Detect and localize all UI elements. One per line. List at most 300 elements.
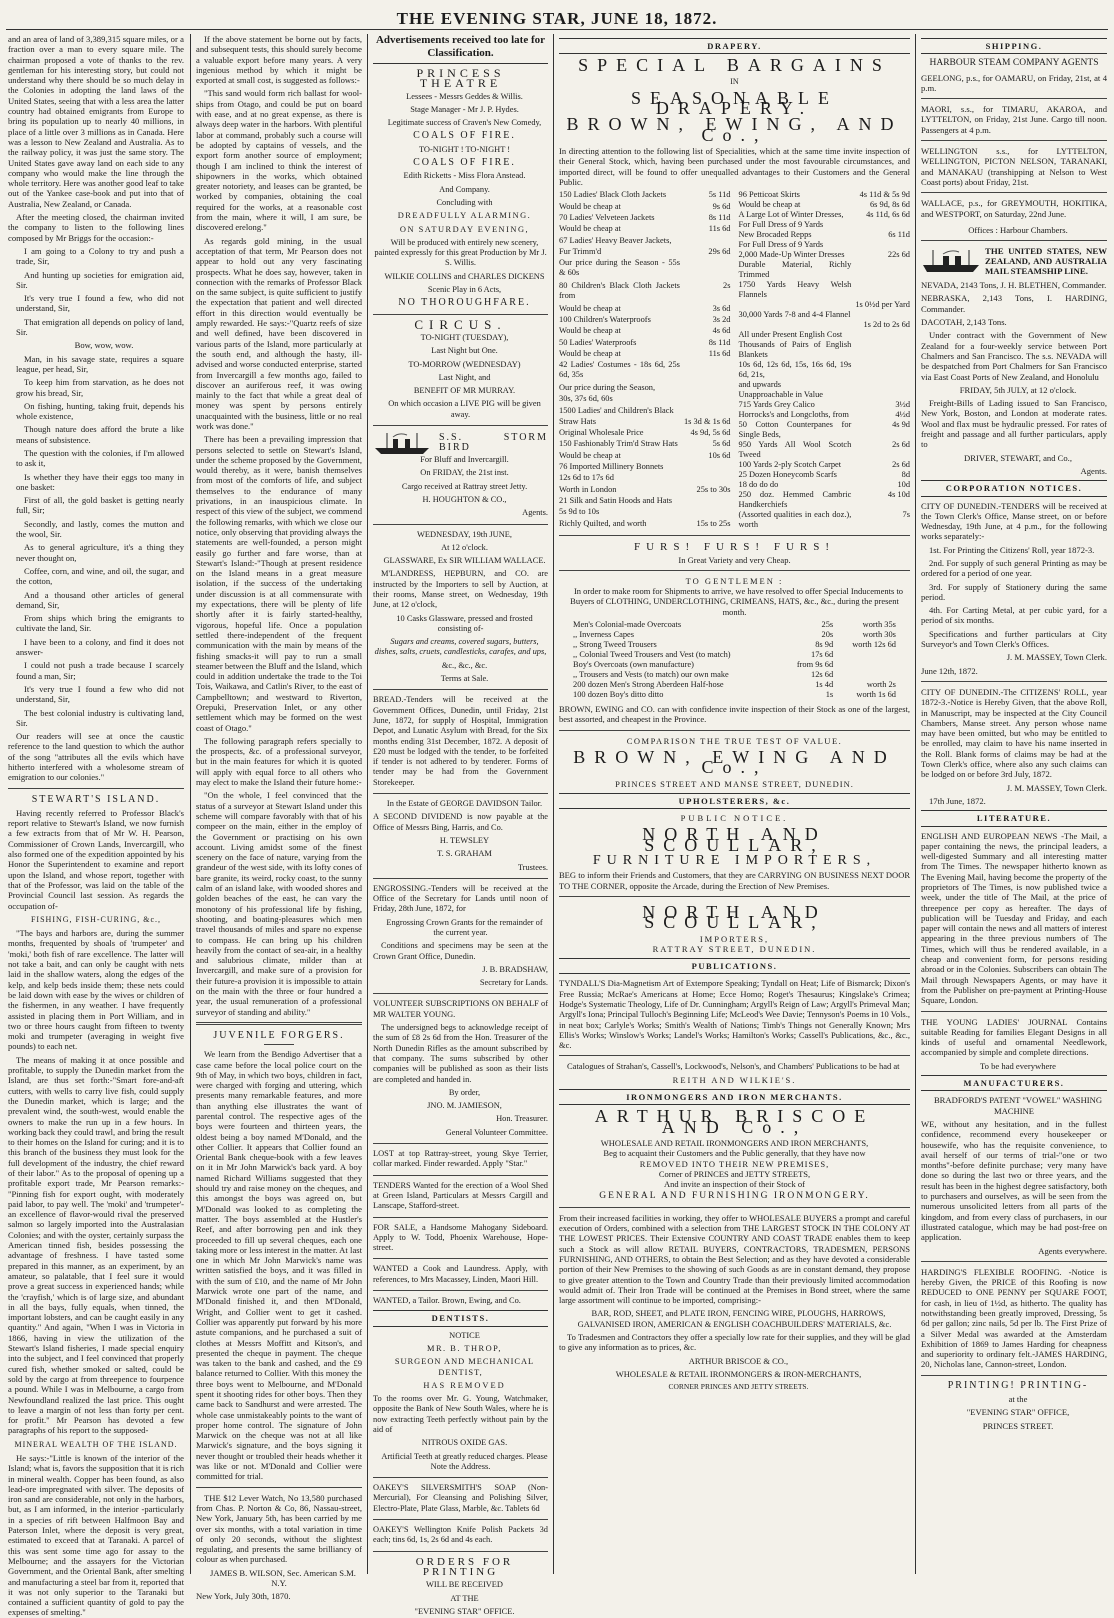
printing-heading: PRINTING! PRINTING- bbox=[947, 1379, 1089, 1391]
ad-line: WILL BE RECEIVED bbox=[426, 1580, 503, 1590]
agents-label: Agents. bbox=[1080, 465, 1107, 476]
price-row bbox=[559, 406, 731, 417]
bradford-text: WE, without any hesitation, and in the fullest confidence, recommend every housekeeper or housewife, who has the requisite convenience, to avail herself of our terms of trial-"one or two months"-before definite purchase; very many have done so during the last two or three years, and the result has been in the highest degree satisfactory, both to purchasers and ourselves, as will be seen from the numerous unsolicited letters from all parts of the kingdom, and from every class of purchasers, in our illustrated catalogue, which may be had post-free on application. bbox=[921, 1118, 1107, 1243]
ad-line: General Volunteer Committee. bbox=[445, 1127, 548, 1137]
price-row bbox=[559, 213, 731, 224]
steamer-entry: NEVADA, 2143 Tons, J. H. BLETHEN, Commander. bbox=[921, 280, 1107, 291]
item-description: ,, Strong Tweed Trousers bbox=[573, 640, 657, 650]
item-description: 950 Yards All Wool Scotch Tweed bbox=[738, 440, 852, 460]
briscoe-trade: To Tradesmen and Contractors they offer a specially low rate for their supplies, and they will be glad to give any information as to prices, &c. bbox=[559, 1332, 910, 1353]
price-row bbox=[739, 190, 911, 200]
section-header-manufacturers: MANUFACTURERS. bbox=[921, 1075, 1107, 1091]
article-paragraph: We learn from the Bendigo Advertiser that a case came before the local police court on the 9th of May, in which two boys, children in fact, were charged with forging and uttering, which presents many remarkable features, and more than anything else illustrates the want of parental control. The respective ages of the boys were fourteen and thirteen years, the oldest being a boy named M'Donald, and the other Collier. It appears that Collier found an Oriental Bank cheque-book with a few leaves on it in Mr John Marwick's back yard. A boy named Richard Williams suggested that they should try and raise money on the cheques, and this amongst the boys was agreed on, but M'Donald was looked to as completing the matter. The boys assembled at the Hustler's Reef, and after borrowing pen and ink they proceeded to fill up several cheques, each one taking more or less interest in the matter. At last one in which Mr John Marwick's name was written satisfied the boys, and it was filled in with the sum of £10, and the name of Mr John Marwick wrote one part of the name, and M'Donald finished it, and then M'Donald, Wright, and Collier went to get it cashed. Collier was apparently put forward by his more astute companions, and he purchased a suit of clothes at Messrs Moffitt and Kitson's, and presented the cheque in payment. The cheque was taken to the bank and cashed, and the £9 balance returned to Collier. With this money the three boys went to Melbourne, and M'Donald spent it shooting rides for other boys. Then they came back to Sandhurst and were arrested. The whole case unmistakeably points to the want of proper home control. The signature of John Marwick on the cheque was not at all like Marwick's signature, and the boys signing it never thought or troubled their heads whether it was like or not. M'Donald and Collier were committed for trial. bbox=[196, 1049, 362, 1482]
item-price: 1s 3d & 1s 6d bbox=[683, 416, 731, 426]
price-row bbox=[559, 417, 731, 428]
ad-line: NOTICE bbox=[449, 1330, 480, 1340]
public-notice-heading: PUBLIC NOTICE. bbox=[680, 813, 789, 824]
ad-line: Engrossing Crown Grants for the remainder of the current year. bbox=[386, 917, 543, 937]
agent-name: DRIVER, STEWART, and Co., bbox=[964, 452, 1072, 463]
us-mail-line-header bbox=[921, 246, 1107, 276]
item-price: 11s 6d bbox=[708, 348, 731, 358]
section-header-ironmongers: IRONMONGERS AND IRON MERCHANTS. bbox=[559, 1089, 910, 1105]
special-bargains-heading: SPECIAL BARGAINS bbox=[578, 55, 891, 76]
item-price: 8s 11d bbox=[708, 337, 731, 347]
classified-ad: WANTED a Cook and Laundress. Apply, with references, to Mrs Macassey, Linden, Maori Hill. bbox=[373, 1264, 548, 1284]
furs-heading: FURS! FURS! FURS! bbox=[633, 541, 836, 554]
ship-notice: WALLACE, p.s., for GREYMOUTH, HOKITIKA, and WESTPORT, on Saturday, 22nd June. bbox=[921, 198, 1107, 219]
ad-line: VOLUNTEER SUBSCRIPTIONS ON BEHALF of MR WALTER YOUNG. bbox=[373, 999, 548, 1019]
price-row bbox=[739, 300, 911, 310]
item-description: New Brocaded Repps bbox=[738, 230, 812, 240]
rattray-address: RATTRAY STREET, DUNEDIN. bbox=[652, 943, 817, 954]
item-description: Our price during the Season, bbox=[559, 382, 656, 392]
article-title: JUVENILE FORGERS. bbox=[213, 1029, 345, 1041]
tender-item: Specifications and further particulars at City Surveyor's and Town Clerk's Offices. bbox=[921, 628, 1107, 650]
article-paragraph: "On the whole, I feel convinced that the status of a surveyor at Stewart Island under this scheme will compare favorably with that of his compeer on the main, either in the employ of the Government or practising on his own account. Living amidst some of the finest scenery on the face of nature, varying from the grandeur of the west side, with its lofty cones of bare granite, its weird, rocky coast, to the sunny calm of an island lake, with wooded shores and golden beaches of the east, he can vary the monotony of his professional life by fishing, shooting, and boating-pleasures which men travel thousands of miles and spare no expense to compass. He can bring up his children heavily from the contact of sea-air, in a healthy and salubrious climate, milder than at Invercargill, and make sure of a provision for their future-a provision it is impossible to attain on the main with the three or four hundred a year, the usual remuneration of a professional surveyor of standing and ability." bbox=[196, 790, 362, 1017]
price-row bbox=[559, 507, 731, 518]
item-price: 1s 2d to 2s 6d bbox=[863, 320, 910, 330]
price-row bbox=[559, 462, 731, 473]
soap-ad: OAKEY'S SILVERSMITH'S SOAP (Non-Mercurial), For Cleansing and Polishing Silver, Electro-Plate, Plate Glass, Marble, &c. Tablets 6d bbox=[373, 1483, 548, 1513]
item-description: A Large Lot of Winter Dresses, bbox=[738, 210, 844, 220]
article-title: STEWART'S ISLAND. bbox=[31, 793, 161, 805]
item-description: and upwards bbox=[738, 380, 782, 390]
item-description: 250 doz. Hemmed Cambric Handkerchiefs bbox=[738, 490, 852, 510]
item-price: 11s 6d bbox=[708, 224, 731, 234]
item-description: Would be cheap at bbox=[559, 201, 621, 211]
brown-ewing-heading: BROWN, EWING, AND Co., bbox=[566, 114, 903, 145]
ad-line: AT THE bbox=[450, 1593, 479, 1603]
price-list-right bbox=[739, 190, 911, 530]
tender-item: 4th. For Carting Metal, at per cubic yard, for a period of six months. bbox=[921, 605, 1107, 626]
price-row bbox=[739, 420, 911, 440]
item-description: 70 Ladies' Velveteen Jackets bbox=[559, 212, 655, 222]
price-row bbox=[739, 510, 911, 530]
item-description: 100 Children's Waterproofs bbox=[559, 314, 651, 324]
verse-line: From ships which bring the emigrants to cultivate the land, Sir. bbox=[16, 613, 184, 634]
item-price: 3s 6d bbox=[712, 303, 731, 313]
item-description: All under Present English Cost bbox=[738, 330, 843, 340]
article-paragraph: He says:-"Little is known of the interior of the Island; what is, favors the supposition that it is rich in mineral wealth. Copper has been found, as also lead-ore impregnated with silver. The deposits of iron sand are considerable, not only in the harbors, but, as I am informed, in the interior -particularly in a species of rift between Halfmoon Bay and Paterson Inlet, where the deposit is very great, estimated to exceed that at Taranaki. A parcel of this was sent some time ago for assay to the Melbourne; and the assayers for the Victorian Government, and the Oriental Bank, after smelting and manufacturing a steel bar from it, reported that it was not only superior to the Taranaki but contained a sufficient quantity of gold to pay the expenses of smelting." bbox=[8, 1453, 184, 1618]
column-3 bbox=[373, 34, 548, 1616]
citizens-roll-notice: CITY OF DUNEDIN.-The CITIZENS' ROLL, year 1872-3.-Notice is Hereby Given, that the above Roll, in Manuscript, may be inspected at the City Council Chambers, Manse street. Any person whose name may have been omitted, but who may be entitled to be enrolled, may claim to have his name inserted in the Roll. Blank forms of claims may be had at the Town Clerk's office, where also any such claims can be lodged on or before 3rd July, 1872. bbox=[921, 686, 1107, 780]
ad-line: COALS OF FIRE. bbox=[413, 130, 516, 142]
ad-line: Scenic Play in 6 Acts, bbox=[427, 285, 502, 295]
section-header-literature: LITERATURE. bbox=[921, 810, 1107, 826]
price-row bbox=[739, 330, 911, 340]
item-price: 4s 6d bbox=[712, 326, 731, 336]
circus-ad bbox=[373, 316, 548, 420]
glassware-sale-ad bbox=[373, 530, 548, 685]
price-row bbox=[559, 281, 731, 304]
ad-line: Concluding with bbox=[436, 197, 493, 207]
circus-title: CIRCUS. bbox=[414, 316, 507, 332]
column-1 bbox=[8, 34, 184, 1618]
item-description: For Full Dress of 9 Yards bbox=[738, 220, 824, 230]
price-row bbox=[559, 394, 731, 405]
theatre-title: PRINCESS THEATRE bbox=[416, 66, 505, 91]
article-paragraph: "The bays and harbors are, during the summer months, frequented by shoals of 'trumpeter' and 'moki,' both fish of rare excellence. The latter will not take a bait, and can only be caught with nets laid in the shallow waters, along the edges of the kelp, and kelp beds inside them; these nets could be laid down with ease by the wives or children of the fishermen, in any weather. I have frequently assisted in placing them in Port William, and in two or three hours caught from fifteen to twenty moki and trumpeter (averaging in weight five pounds) to each net. bbox=[8, 928, 184, 1052]
brown-ewing-address: PRINCES STREET AND MANSE STREET, DUNEDIN. bbox=[615, 778, 854, 789]
watch-signature: JAMES B. WILSON, Sec. American S.M. N.Y. bbox=[210, 1567, 356, 1589]
briscoe-signature: WHOLESALE & RETAIL IRONMONGERS & IRON-MERCHANTS, bbox=[615, 1368, 862, 1379]
price-row bbox=[573, 680, 896, 690]
printing-orders-ad bbox=[373, 1557, 548, 1617]
item-description: 100 dozen Boy's ditto ditto bbox=[573, 690, 664, 700]
item-description: ,, Inverness Capes bbox=[573, 630, 634, 640]
ad-line: 10 Casks Glassware, pressed and frosted consisting of- bbox=[396, 613, 533, 633]
verse-line: It's very true I found a few who did not understand, Sir, bbox=[16, 683, 184, 705]
item-description: (Assorted qualities in each doz.), worth bbox=[738, 510, 852, 530]
item-description: Richly Quilted, and worth bbox=[559, 518, 647, 528]
price-row bbox=[559, 519, 731, 530]
item-price: 15s to 25s bbox=[696, 518, 731, 528]
price-row bbox=[559, 451, 731, 462]
classified-ad: LOST at top Rattray-street, young Skye Terrier, collar marked. Finder rewarded. Apply "Star." bbox=[373, 1149, 548, 1169]
drapery-intro: In directing attention to the following list of Specialities, which at the same time invite inspection of their General Stock, which, having been purchased under the most favourable circumstances, and imported direct, will be found to offer unequalled advantages to their Customers and the General Public. bbox=[559, 146, 910, 187]
notice-date: June 12th, 1872. bbox=[921, 665, 978, 676]
ad-line: Trustees. bbox=[517, 862, 548, 872]
item-price bbox=[680, 360, 731, 383]
item-price: 2s 6d bbox=[892, 460, 910, 470]
item-description: Would be cheap at bbox=[559, 326, 621, 336]
ad-line: H. TEWSLEY bbox=[439, 835, 490, 845]
volunteer-ad bbox=[373, 999, 548, 1138]
briscoe-stock: GENERAL AND FURNISHING IRONMONGERY. bbox=[599, 1191, 870, 1202]
item-price: 4s 10d bbox=[887, 490, 910, 500]
north-scoullar-heading: NORTH AND SCOULLAR, bbox=[642, 824, 827, 855]
item-price bbox=[851, 260, 910, 280]
briscoe-materials: BAR, ROD, SHEET, and PLATE IRON, FENCING WIRE, PLOUGHS, HARROWS, GALVANISED IRON, AMERICAN & ENGLISH COACHBUILDERS' MATERIALS, &c. bbox=[577, 1308, 892, 1329]
article-paragraph: Our readers will see at once the caustic reference to the land question to which the author of the song "attributes all the evils which have hitherto interfered with a wholesome stream of emigration to our colonies." bbox=[8, 731, 184, 783]
ad-line: WEDNESDAY, 19th JUNE, bbox=[417, 529, 512, 539]
ad-line: T. S. GRAHAM bbox=[437, 849, 492, 859]
theatre-ad bbox=[373, 68, 548, 309]
ad-line: Will be produced with entirely new scenery, painted expressly for this great Production by Mr J. S. Willis. bbox=[374, 237, 547, 268]
knife-polish-ad: OAKEY'S Wellington Knife Polish Packets 3d each; tins 6d, 1s, 2s 6d and 4s each. bbox=[373, 1525, 548, 1545]
offices-line: Offices : Harbour Chambers. bbox=[968, 224, 1068, 235]
item-price bbox=[851, 240, 910, 250]
harding-roofing-ad: HARDING'S FLEXIBLE ROOFING. -Notice is hereby Given, the PRICE of this Roofing is now REDUCED to ONE PENNY per SQUARE FOOT, for cash, in lieu of 1½d, as hitherto. The quality has notwithstanding been greatly improved, Dressing, 5s 6d per gallon; zinc nails, 5d per lb. The First Prize of a Silver Medal was awarded at the Amsterdam Exhibition of 1869 to James Harding for cheapness and superiority to ordinary felt.-JAMES HARDING, 20, Nicholas lane, Cannon-street, London. bbox=[921, 1266, 1107, 1370]
price-row bbox=[559, 315, 731, 326]
ad-line: ORDERS FOR PRINTING bbox=[415, 1555, 514, 1578]
briscoe-line: Corner of PRINCES and JETTY STREETS, bbox=[658, 1168, 811, 1179]
item-description: 50 Cotton Counterpanes for Single Beds, bbox=[738, 420, 852, 440]
verse-line: The question with the colonies, if I'm allowed to ask it, bbox=[16, 447, 184, 469]
north-scoullar-text: BEG to inform their Friends and Customers, that they are CARRYING ON BUSINESS NEXT DOOR TO THE CORNER, opposite the Arcade, during the Erection of New Premises. bbox=[559, 870, 910, 891]
price-row bbox=[559, 304, 731, 315]
verse-line: As to general agriculture, it's a thing they never thought on, bbox=[16, 542, 184, 563]
item-price: worth 30s bbox=[862, 630, 896, 640]
ad-line: H. HOUGHTON & CO., bbox=[422, 494, 507, 504]
ad-line: WILKIE COLLINS and CHARLES DICKENS bbox=[384, 271, 545, 281]
price-row bbox=[559, 202, 731, 213]
verse-line: And hunting up societies for emigration aid, Sir. bbox=[16, 269, 184, 290]
ad-line: TO-MORROW (WEDNESDAY) bbox=[408, 359, 521, 369]
item-description: 200 dozen Men's Strong Aberdeen Half-hose bbox=[573, 680, 724, 690]
price-row bbox=[739, 400, 911, 410]
item-price: 1s 4d bbox=[815, 680, 834, 690]
article-paragraph: The means of making it at once possible and profitable, to supply the Dunedin market from the Island, are thus set forth:-"Smart fore-and-aft cutters, with wells to carry live fish, could supply the Dunedin market, which is large; and the prevalent wind, the south-west, would enable the owners to make the run up in a few hours. In working back they could trawl, and bring the result to their homes on the Island for curing; and it is to this branch of the business they must look for the full development of the industry, the chief reward of their labor." As to the proposal of opening up a profitable export trade, Mr Pearson remarks:-"Pinning fish for export ought, with moderately paid labor, to pay well. The 'moki' and 'trumpeter'-an excellence of flavor-would rival the preserved salmon so largely imported into the Australasian Colonies; and with the oyster, certainly surpass the American tinned fish, besides possessing the advantage of freshness. I have tasted some prepared in this manner, as an experiment, by an amateur, so palatable, that I feel sure it would prove a great success in experienced hands; while the 'crayfish,' which is of large size, and abundant in all the bays, fully equals, when tinned, the important lobsters, and can be caught easily in any quantity." And again, "When I was in Victoria in 1866, having in view the utilization of the Stewart's Island fisheries, I made special enquiry into the subject, and I feel convinced that properly cured fish, whether smoked or salted, could be sold by the cargo at from threepence to fourpence a pound. While I was in Melbourne, a cargo from Newfoundland realized the last price. This ought to leave a margin of not less than forty per cent. for profit." Mr Pearson has devoted a few paragraphs of his report to the supposed- bbox=[8, 1054, 184, 1436]
item-price: 2s 6d bbox=[892, 440, 910, 450]
young-ladies-journal-ad: THE YOUNG LADIES' JOURNAL Contains suitable Reading for families Elegant Designs in all kinds of useful and ornamental Needlework, accompanied by simple and complete directions. bbox=[921, 1016, 1107, 1058]
ad-line: The undersigned begs to acknowledge receipt of the sum of £8 2s 6d from the Hon. Treasurer of the North Dunedin Rifles as the amount subscribed by that company. The sums subscribed by other companies will be published as soon as their lists are completed and handed in. bbox=[373, 1023, 548, 1084]
steamer-entry: NEBRASKA, 2,143 Tons, I. HARDING, Commander. bbox=[921, 293, 1107, 314]
briscoe-line: Beg to acquaint their Customers and the Public generally, that they have now bbox=[603, 1148, 866, 1159]
item-description: Thousands of Pairs of English Blankets bbox=[738, 340, 852, 360]
ad-line: HAS REMOVED bbox=[423, 1380, 506, 1390]
price-row bbox=[739, 380, 911, 390]
price-row bbox=[739, 240, 911, 250]
reith-wilkie: REITH AND WILKIE'S. bbox=[672, 1074, 797, 1085]
price-row bbox=[739, 230, 911, 240]
item-description bbox=[739, 320, 852, 330]
section-header-publications: PUBLICATIONS. bbox=[559, 958, 910, 974]
english-news-ad: ENGLISH AND EUROPEAN NEWS -The Mail, a paper containing the news, the principal leaders, a well-digested Summary and all interesting matter from The Times. The newspaper hitherto known as The Evening Mail, having become the property of the proprietors of The Times, is now published twice a week, under the title of The Mail, at the price of threepence per copy as hereafter. The days of publication will be Tuesday and Friday, and each paper will contain the news and all matters of interest appearing in the three previous numbers of The Times, which will thus be rendered available, in a cheap and convenient form, for persons residing abroad or in the Colonies. Subscribers can obtain The Mail through Newspapers Agents, or may have it from the Publisher on pre-payment at Printing-House Square, London. bbox=[921, 830, 1107, 1006]
ad-line: BENEFIT OF MR MURRAY. bbox=[413, 386, 516, 396]
item-description: 30s, 37s 6d, 60s bbox=[559, 394, 613, 404]
ad-line: Conditions and specimens may be seen at the Crown Grant Office, Dunedin. bbox=[373, 941, 548, 961]
ship-notice: GEELONG, p.s., for OAMARU, on Friday, 21st, at 4 p.m. bbox=[921, 72, 1107, 93]
steamer-entry: DACOTAH, 2,143 Tons. bbox=[921, 317, 1007, 328]
item-price bbox=[680, 462, 731, 473]
item-price bbox=[680, 258, 731, 281]
item-description: Our price during the Season - 55s & 60s bbox=[559, 258, 680, 278]
item-description: ,, Trousers and Vests (to match) our own make bbox=[573, 670, 729, 680]
item-price: 2s bbox=[723, 280, 731, 290]
item-price bbox=[851, 330, 910, 340]
verse-line: Secondly, and lastly, comes the mutton and the wool, Sir. bbox=[16, 518, 184, 540]
price-row bbox=[739, 280, 911, 300]
item-price bbox=[851, 280, 910, 300]
item-description: Would be cheap at bbox=[738, 200, 801, 210]
ad-line: ON SATURDAY EVENING, bbox=[399, 224, 530, 234]
ad-line: A SECOND DIVIDEND is now payable at the Office of Messrs Bing, Harris, and Co. bbox=[373, 812, 548, 832]
item-price: from 9s 6d bbox=[796, 660, 834, 670]
verse-line: The best colonial industry is cultivating land, Sir. bbox=[16, 707, 184, 728]
ad-line: NO THOROUGHFARE. bbox=[398, 297, 531, 309]
price-row bbox=[739, 390, 911, 400]
section-header-upholsterers: UPHOLSTERERS, &c. bbox=[559, 793, 910, 809]
sailing-date: FRIDAY, 5th JULY, at 12 o'clock. bbox=[959, 384, 1077, 395]
item-price: 12s 6d bbox=[811, 670, 834, 680]
price-row bbox=[559, 428, 731, 439]
price-row bbox=[739, 470, 911, 480]
item-price: 20s bbox=[821, 630, 834, 640]
item-price bbox=[680, 406, 731, 417]
town-clerk-signature: J. M. MASSEY, Town Clerk. bbox=[1006, 782, 1107, 793]
item-description: Boy's Overcoats (own manufacture) bbox=[573, 660, 694, 670]
item-price: 1s bbox=[825, 690, 834, 700]
verse-line: And a thousand other articles of general demand, Sir, bbox=[16, 589, 184, 610]
item-price: 5s 11d bbox=[708, 190, 731, 200]
ad-line: For Bluff and Invercargill. bbox=[420, 455, 509, 465]
gentlemen-heading: TO GENTLEMEN : bbox=[685, 575, 784, 586]
item-price bbox=[851, 360, 910, 380]
item-price bbox=[833, 670, 896, 680]
price-row bbox=[573, 640, 896, 650]
item-description: 100 Yards 2-ply Scotch Carpet bbox=[738, 460, 842, 470]
article-paragraph: The following paragraph refers specially to the prospects, &c. of a professional surveyor, but in the main features for which it is quoted will apply with equal force to all others who may elect to make the Island their future home:- bbox=[196, 735, 362, 788]
bread-tender-ad: BREAD.-Tenders will be received at the Government Offices, Dunedin, until Friday, 21st June, 1872, for supply of Hospital, Immigration Depot, and Lunatic Asylum with Bread, for the Six months ending 31st December, 1872. A deposit of £20 must be lodged with the tender, to be forfeited if tender is not adhered to by tenderer. Forms of tender may be had from the Government Storekeeper. bbox=[373, 695, 548, 787]
item-description: Would be cheap at bbox=[559, 450, 621, 460]
verse-line: First of all, the gold basket is getting nearly full, Sir; bbox=[16, 495, 184, 516]
north-scoullar-heading-2: NORTH AND SCOULLAR, bbox=[642, 901, 827, 933]
ad-line: Agents. bbox=[522, 508, 548, 518]
ship-notice: MAORI, s.s., for TIMARU, AKAROA, and LYTTELTON, on Friday, 21st June. Cargo till noon. Passengers at 4 p.m. bbox=[921, 104, 1107, 135]
brown-ewing-heading-2: BROWN, EWING AND Co., bbox=[573, 746, 896, 778]
ad-line: By order, bbox=[448, 1087, 481, 1097]
steamship-icon bbox=[921, 249, 981, 273]
item-description: 150 Ladies' Black Cloth Jackets bbox=[559, 190, 667, 200]
column-5 bbox=[921, 34, 1107, 1574]
item-price: 4½d bbox=[895, 410, 910, 420]
price-lists bbox=[559, 190, 910, 530]
verse-refrain: Bow, wow, wow. bbox=[74, 340, 134, 351]
ad-line: At 12 o'clock. bbox=[441, 542, 488, 552]
item-price: 7s bbox=[902, 510, 910, 520]
verse-line: I have been to a colony, and find it does not answer- bbox=[16, 636, 184, 658]
article-paragraph: and an area of land of 3,389,315 square miles, or a fraction over a man to every square mile. The chairman proposed a vote of thanks to the rev. gentleman for his interesting story, but could not understand why there should be so much delay in the Colonies in adopting the land laws of the United States, seeing that with a less area the latter country had obtained emigrants from Europe to bring its population up to nearly 40 millions, in place of a little over 3 millions as in Canada. Here was a lesson to New Zealand and Australia. As to the railway policy, it was just the same story. The United States gave away land on each side to any company who would make the line through the whole territory. Here was another good leaf to take out of the Yankee case-book and put into that of Australia, New Zealand, or Canada. bbox=[8, 34, 184, 209]
comparison-heading: COMPARISON THE TRUE TEST OF VALUE. bbox=[626, 735, 843, 746]
briscoe-line: And invite an inspection of their Stock of bbox=[664, 1179, 805, 1190]
price-row bbox=[573, 660, 896, 670]
briscoe-signature: ARTHUR BRISCOE & CO., bbox=[688, 1355, 789, 1366]
verse-line: On fishing, hunting, taking fruit, depends his whole existence, bbox=[16, 400, 184, 422]
item-price: worth 2s bbox=[866, 680, 896, 690]
printing-line: "EVENING STAR" OFFICE, bbox=[966, 1407, 1070, 1418]
item-description: Horrocks's and Longcloths, from bbox=[738, 410, 849, 420]
verse-line: It's very true I found a few, who did not understand, Sir, bbox=[16, 293, 184, 314]
column-rule bbox=[915, 34, 916, 1574]
ad-line: Stage Manager - Mr J. P. Hydes. bbox=[410, 104, 519, 114]
ad-line: MR. B. THROP, bbox=[427, 1343, 502, 1353]
item-description: 1750 Yards Heavy Welsh Flannels bbox=[738, 280, 852, 300]
tender-item: 2nd. For supply of such general Printing as may be ordered for a period of one year. bbox=[921, 557, 1107, 579]
section-header-drapery: DRAPERY. bbox=[559, 38, 910, 54]
engrossing-ad bbox=[373, 884, 548, 989]
item-price: 8s 9d bbox=[815, 640, 834, 650]
item-price: 17s 6d bbox=[811, 650, 834, 660]
item-description: 21 Silk and Satin Hoods and Hats bbox=[559, 496, 673, 506]
price-row bbox=[739, 210, 911, 220]
price-row bbox=[739, 440, 911, 460]
item-price bbox=[833, 650, 896, 660]
ad-line: Legitimate success of Craven's New Comedy, bbox=[387, 118, 542, 128]
ad-line: TO-NIGHT (TUESDAY), bbox=[420, 332, 509, 342]
us-mail-line-title: THE UNITED STATES, NEW ZEALAND, AND AUSTRALIA MAIL STEAMSHIP LINE. bbox=[985, 246, 1107, 277]
price-row bbox=[559, 247, 731, 258]
mens-clothing-list bbox=[573, 620, 896, 700]
item-price bbox=[680, 394, 731, 405]
item-description: Straw Hats bbox=[559, 416, 596, 426]
item-price: 1s 0½d per Yard bbox=[855, 300, 910, 310]
ad-line: Secretary for Lands. bbox=[479, 978, 548, 988]
item-price: 3½d bbox=[895, 400, 910, 410]
article-paragraph: After the meeting closed, the chairman invited the company to listen to the following lines composed by Mr Briggs for the occasion:- bbox=[8, 212, 184, 243]
dentist-ad bbox=[373, 1331, 548, 1473]
item-description: 2,000 Made-Up Winter Dresses bbox=[738, 250, 845, 260]
article-subheading: FISHING, FISH-CURING, &c., bbox=[30, 914, 161, 924]
bradford-heading: BRADFORD'S PATENT "VOWEL" WASHING MACHINE bbox=[933, 1095, 1103, 1116]
price-row bbox=[559, 496, 731, 507]
price-row bbox=[739, 220, 911, 230]
steamship-icon bbox=[373, 431, 433, 455]
tyndall-ad: TYNDALL'S Dia-Magnetism Art of Extempore Speaking; Tyndall on Heat; Life of Bismarck; Dixon's Free Russia; McRae's Americans at Home; Ecce Homo; Roget's Thesaurus; Kingslake's Crimea; Hodge's Systematic Theology, Life of Dr. Cunningham; Argyll's Reign of Law; Argyll's Primeval Man; Argyll's Iona; Principal Tulloch's Beginning Life; McLeod's Wee Davie; Tennyson's Poems in 10 Vols., in neat box; Carlyle's Works; Smith's Wealth of Nations; Timb's Things not Generally Known; Mrs Ellis's Works; Winslow's Works; Landel's Works; Hamilton's Works; Cassell's Publications, &c., &c., &c. bbox=[559, 978, 910, 1051]
price-row bbox=[739, 340, 911, 360]
notice-date: 17th June, 1872. bbox=[929, 795, 986, 806]
item-description: 25 Dozen Honeycomb Scarfs bbox=[738, 470, 837, 480]
item-price: 6s 11d bbox=[888, 230, 910, 240]
price-row bbox=[739, 360, 911, 380]
price-row bbox=[739, 260, 911, 280]
item-description: Unapproachable in Value bbox=[738, 390, 823, 400]
tender-item: 1st. For Printing the Citizens' Roll, year 1872-3. bbox=[929, 544, 1095, 555]
briscoe-subheading: WHOLESALE AND RETAIL IRONMONGERS AND IRON MERCHANTS, bbox=[600, 1137, 869, 1148]
item-description: 96 Petticoat Skirts bbox=[738, 190, 800, 200]
ad-line: Last Night but One. bbox=[431, 346, 498, 356]
item-price: 8d bbox=[901, 470, 910, 480]
item-price: 29s 6d bbox=[708, 246, 731, 256]
ad-line: M'LANDRESS, HEPBURN, and CO. are instructed by the Importers to sell by Auction, at their rooms, Manse street, on Wednesday, 19th June, at 12 o'clock, bbox=[373, 569, 548, 610]
item-description: For Full Dress of 9 Yards bbox=[738, 240, 824, 250]
price-row bbox=[573, 650, 896, 660]
price-row bbox=[559, 326, 731, 337]
classified-ad: TENDERS Wanted for the erection of a Wool Shed at Green Island, Particulars at Messrs Cargill and Lanscape, Stafford-street. bbox=[373, 1180, 548, 1211]
item-price: worth 12s 6d bbox=[852, 640, 896, 650]
item-price: 4s 9d, 5s 6d bbox=[690, 428, 731, 438]
item-price bbox=[851, 340, 910, 360]
item-price bbox=[680, 383, 731, 394]
section-header-dentists: DENTISTS. bbox=[373, 1310, 548, 1326]
briscoe-text: From their increased facilities in working, they offer to WHOLESALE BUYERS a prompt and careful execution of Orders, combined with a selection from THE LARGEST STOCK IN THE COLONY AT THE LOWEST PRICES. Their Extensive COUNTRY AND COAST TRADE enables them to keep such a Stock as will allow RETAIL BUYERS, CONTRACTORS, TRADESMEN, PERSONS FURNISHING, AND OTHERS, to obtain the Best Selection; and as they have devoted a considerable portion of their New Premises to the showing of such Goods as are in constant demand, they propose to give greater attention to the Town and Country Trade than their previously limited accommodation would admit of. Their Iron Trade will be continued at the Premises in Bond street, where the same large assortment will continue to be imported, comprising:- bbox=[559, 1212, 910, 1306]
item-description: 12s 6d to 17s 6d bbox=[559, 473, 614, 483]
article-paragraph: "This sand would form rich ballast for wool-ships from Otago, and could be put on board with ease, and at no great expense, as there is always deep water in the harbors. With plentiful labor at command, probably such a course will be adopted by captains of vessels, and the export form another source of employment; though I am inclined to think the interest of shipowners in the works, which obtained greater notoriety, and leases can be granted, be worked by companies, obtaining the coal required for the works, at a reasonable cost from the main, where it will, I am sure, be discovered erelong." bbox=[196, 88, 362, 233]
price-list-left bbox=[559, 190, 731, 530]
ad-line: Last Night, and bbox=[438, 372, 491, 382]
item-description: 1500 Ladies' and Children's Black bbox=[559, 405, 674, 415]
confidence-text: BROWN, EWING and CO. can with confidence invite inspection of their Stock as one of the largest, best assorted, and cheapest in the Province. bbox=[559, 704, 910, 725]
furniture-importers-heading: FURNITURE IMPORTERS, bbox=[592, 853, 877, 869]
verse-line: To keep him from starvation, as he does not grow his bread, Sir, bbox=[16, 377, 184, 398]
item-price bbox=[680, 236, 731, 247]
section-header-shipping: SHIPPING. bbox=[921, 38, 1107, 54]
verse-line: Coffee, corn, and wine, and oil, the sugar, and the cotton, bbox=[16, 565, 184, 587]
price-row bbox=[739, 460, 911, 470]
item-description: Would be cheap at bbox=[559, 224, 621, 234]
price-row bbox=[559, 190, 731, 201]
price-row bbox=[739, 480, 911, 490]
item-price bbox=[851, 310, 910, 320]
item-description: Would be cheap at bbox=[559, 303, 621, 313]
furs-subheading: In Great Variety and very Cheap. bbox=[678, 554, 791, 565]
item-price: 22s 6d bbox=[887, 250, 910, 260]
price-row bbox=[559, 383, 731, 394]
price-row bbox=[573, 630, 896, 640]
price-row bbox=[559, 485, 731, 496]
ad-line: Cargo received at Rattray street Jetty. bbox=[401, 481, 528, 491]
price-row bbox=[559, 338, 731, 349]
column-rule bbox=[553, 34, 554, 1574]
item-description: Durable Material, Richly Trimmed bbox=[738, 260, 852, 280]
article-paragraph: Having recently referred to Professor Black's report relative to Stewart's Island, we now furnish a few extracts from that of Mr W. H. Pearson, Commissioner of Crown Lands, Invercargill, who also formed one of the expedition appointed by his Honor the Superintendent to examine and report upon the Island, and whose report, together with that of the Professor, was laid on the table of the Provincial Council last session. As regards the occupation of- bbox=[8, 807, 184, 911]
column-4 bbox=[559, 34, 910, 1574]
ad-line: And Company. bbox=[439, 184, 490, 194]
verse-line: I could not push a trade because I scarcely found a man, Sir; bbox=[16, 660, 184, 681]
item-price bbox=[851, 220, 910, 230]
ship-name: S.S. STORM BIRD bbox=[439, 431, 548, 454]
item-description: 80 Children's Black Cloth Jackets from bbox=[559, 280, 680, 300]
